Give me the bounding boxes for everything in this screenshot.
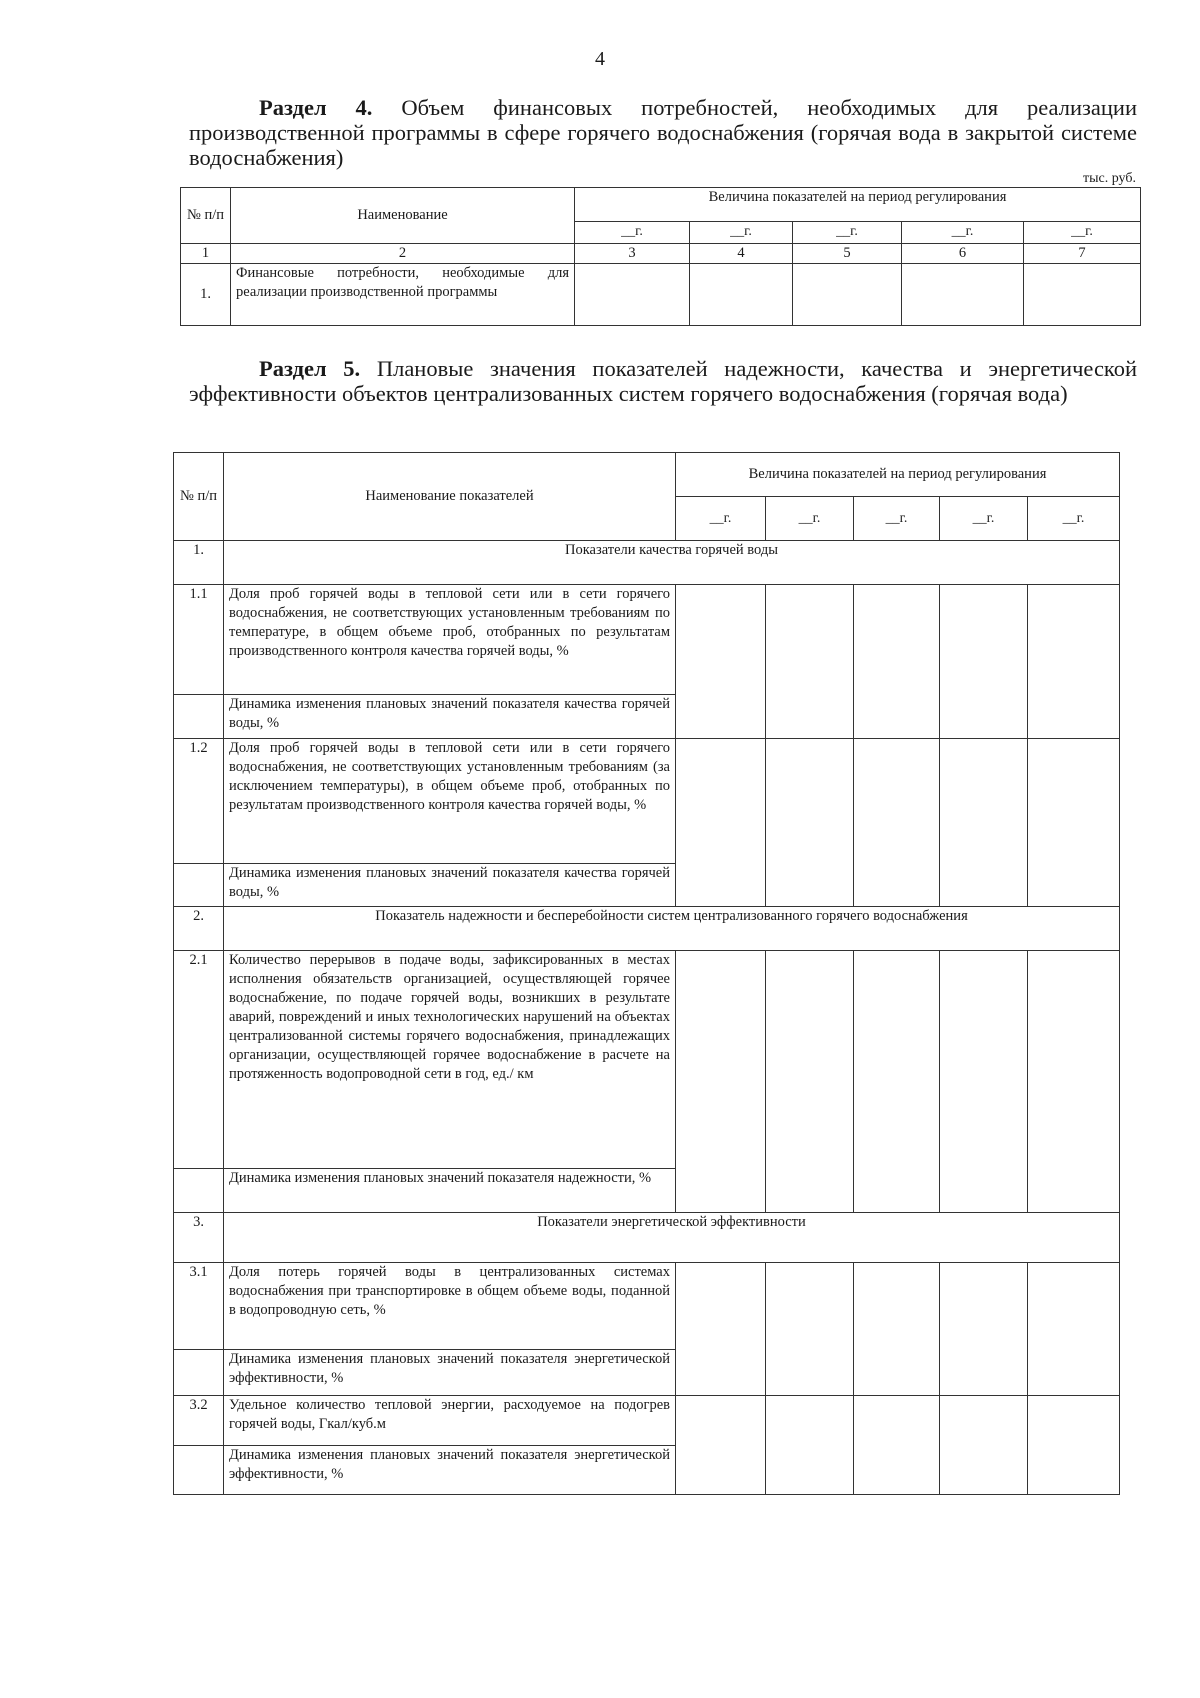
row-num [174,864,224,907]
value-cell [766,585,854,739]
row-name: Динамика изменения плановых значений показателя качества горячей воды, % [224,864,676,907]
row-name: Доля проб горячей воды в тепловой сети или в сети горячего водоснабжения, не соответствующих установленным требованиям по температуре, в общем объеме проб, отобранных по результатам производственного контроля качества горячей воды, % [224,585,676,695]
s4-header-num: № п/п [181,188,231,244]
value-cell [676,1396,766,1495]
row-num [174,695,224,739]
s5-header-num: № п/п [174,453,224,541]
section5-label: Раздел 5. [259,356,361,381]
s4-year-5: __г. [1024,222,1141,244]
group-title: Показатель надежности и бесперебойности систем централизованного горячего водоснабжения [224,907,1120,951]
value-cell [793,264,902,326]
s4-header-name: Наименование [231,188,575,244]
section4-unit: тыс. руб. [1083,171,1136,186]
section5-title-text: Плановые значения показателей надежности, качества и энергетической эффективности объектов централизованных систем горячего водоснабжения (горячая вода) [189,356,1138,406]
value-cell [766,951,854,1213]
row-num [174,1169,224,1213]
value-cell [766,1396,854,1495]
s5-year-2: __г. [766,497,854,541]
value-cell [854,739,940,907]
row-num: 3.1 [174,1263,224,1350]
s4-year-4: __г. [902,222,1024,244]
value-cell [575,264,690,326]
section4-table [180,187,1141,326]
value-cell [1028,951,1120,1213]
value-cell [1024,264,1141,326]
s4-colnum-4: 4 [690,244,793,264]
table-row [174,1263,1120,1350]
group-title: Показатели энергетической эффективности [224,1213,1120,1263]
value-cell [940,951,1028,1213]
row-name: Количество перерывов в подаче воды, зафиксированных в местах исполнения обязательств организацией, осуществляющей горячее водоснабжение, по подаче горячей воды, возникших в результате аварий, повреждений и иных технологических нарушений на объектах централизованной системы горячего водоснабжения, принадлежащих организации, осуществляющей горячее водоснабжение в расчете на протяженность водопроводной сети в год, ед./ км [224,951,676,1169]
group-row [174,907,1120,951]
s5-year-3: __г. [854,497,940,541]
value-cell [902,264,1024,326]
group-row [174,541,1120,585]
value-cell [854,585,940,739]
section5-title [189,356,1137,406]
row-name: Динамика изменения плановых значений показателя энергетической эффективности, % [224,1446,676,1495]
value-cell [1028,1396,1120,1495]
value-cell [940,585,1028,739]
row-num: 1. [181,264,231,326]
value-cell [1028,585,1120,739]
value-cell [676,1263,766,1396]
value-cell [676,951,766,1213]
s5-header-name: Наименование показателей [224,453,676,541]
row-num: 1.2 [174,739,224,864]
row-name: Доля проб горячей воды в тепловой сети или в сети горячего водоснабжения, не соответствующих установленным требованиям (за исключением температуры), в общем объеме проб, отобранных по результатам производственного контроля качества горячей воды, % [224,739,676,864]
row-num [174,1350,224,1396]
s5-year-5: __г. [1028,497,1120,541]
value-cell [940,1396,1028,1495]
s4-colnum-6: 6 [902,244,1024,264]
value-cell [676,585,766,739]
s4-header-value: Величина показателей на период регулирования [575,188,1141,222]
table-row [181,264,1141,326]
row-num: 1.1 [174,585,224,695]
value-cell [854,951,940,1213]
value-cell [854,1396,940,1495]
group-row [174,1213,1120,1263]
s4-colnum-3: 3 [575,244,690,264]
s4-colnum-2: 2 [231,244,575,264]
s4-colnum-7: 7 [1024,244,1141,264]
value-cell [766,739,854,907]
s4-colnum-1: 1 [181,244,231,264]
row-num: 2.1 [174,951,224,1169]
s4-year-3: __г. [793,222,902,244]
section4-label: Раздел 4. [259,95,373,120]
group-title: Показатели качества горячей воды [224,541,1120,585]
row-name: Динамика изменения плановых значений показателя энергетической эффективности, % [224,1350,676,1396]
row-name: Доля потерь горячей воды в централизованных системах водоснабжения при транспортировке в общем объеме воды, поданной в водопроводную сеть, % [224,1263,676,1350]
value-cell [766,1263,854,1396]
value-cell [676,739,766,907]
s5-year-4: __г. [940,497,1028,541]
row-num [174,1446,224,1495]
row-name: Удельное количество тепловой энергии, расходуемое на подогрев горячей воды, Гкал/куб.м [224,1396,676,1446]
value-cell [690,264,793,326]
row-num: 3.2 [174,1396,224,1446]
group-num: 2. [174,907,224,951]
s4-year-2: __г. [690,222,793,244]
table-row [174,739,1120,864]
table-row [174,1396,1120,1446]
table-row [174,951,1120,1169]
value-cell [940,739,1028,907]
section5-table [173,452,1120,1495]
value-cell [940,1263,1028,1396]
row-name: Динамика изменения плановых значений показателя надежности, % [224,1169,676,1213]
section4-title [189,95,1137,170]
value-cell [1028,739,1120,907]
row-name: Динамика изменения плановых значений показателя качества горячей воды, % [224,695,676,739]
group-num: 3. [174,1213,224,1263]
s5-year-1: __г. [676,497,766,541]
row-name: Финансовые потребности, необходимые для реализации производственной программы [231,264,575,326]
s5-header-value: Величина показателей на период регулирования [676,453,1120,497]
group-num: 1. [174,541,224,585]
table-row [174,585,1120,695]
s4-colnum-5: 5 [793,244,902,264]
page-number: 4 [595,48,605,70]
s4-year-1: __г. [575,222,690,244]
section4-title-text: Объем финансовых потребностей, необходимых для реализации производственной программы в сфере горячего водоснабжения (горячая вода в закрытой системе водоснабжения) [189,95,1138,170]
value-cell [854,1263,940,1396]
value-cell [1028,1263,1120,1396]
